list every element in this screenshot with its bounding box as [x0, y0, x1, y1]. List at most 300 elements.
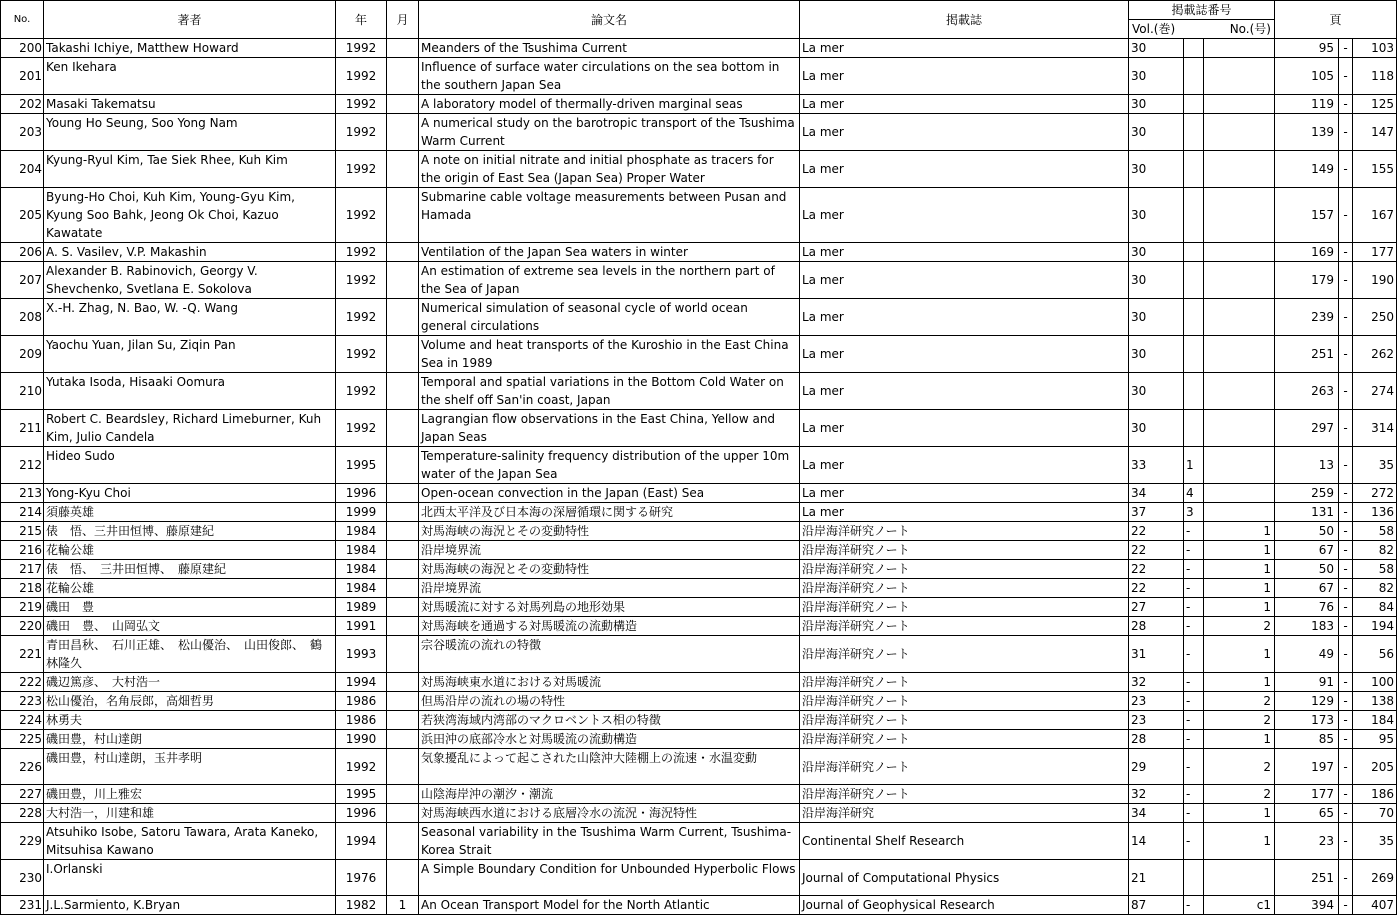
- row-month: [387, 617, 419, 636]
- row-number: 204: [1, 151, 44, 188]
- row-volume-sep: [1184, 151, 1204, 188]
- row-volume: 32: [1129, 785, 1184, 804]
- row-volume: 30: [1129, 336, 1184, 373]
- row-page-end: 136: [1353, 503, 1397, 522]
- table-row: [1, 711, 1397, 730]
- row-number: 207: [1, 262, 44, 299]
- row-journal: 沿岸海洋研究ノート: [800, 541, 1129, 560]
- row-title: A numerical study on the barotropic transport of the Tsushima Warm Current: [419, 114, 800, 151]
- row-number: 214: [1, 503, 44, 522]
- row-year: 1995: [336, 447, 387, 484]
- row-year: 1986: [336, 711, 387, 730]
- table-row: [1, 336, 1397, 373]
- table-row: [1, 860, 1397, 896]
- row-volume: 34: [1129, 484, 1184, 503]
- row-issue: 1: [1204, 823, 1275, 860]
- row-page-sep: -: [1339, 39, 1353, 58]
- row-number: 228: [1, 804, 44, 823]
- row-title: Influence of surface water circulations on the sea bottom in the southern Japan Sea: [419, 58, 800, 95]
- row-title: A Simple Boundary Condition for Unbounded Hyperbolic Flows: [419, 860, 800, 896]
- row-page-end: 155: [1353, 151, 1397, 188]
- row-authors: Masaki Takematsu: [44, 95, 336, 114]
- row-number: 208: [1, 299, 44, 336]
- row-authors: 磯田豊，村山達朗: [44, 730, 336, 749]
- row-year: 1992: [336, 410, 387, 447]
- row-year: 1990: [336, 730, 387, 749]
- row-authors: Takashi Ichiye, Matthew Howard: [44, 39, 336, 58]
- row-page-start: 179: [1275, 262, 1339, 299]
- row-issue: [1204, 336, 1275, 373]
- table-row: [1, 262, 1397, 299]
- row-volume-sep: -: [1184, 896, 1204, 915]
- row-volume: 30: [1129, 58, 1184, 95]
- row-month: [387, 410, 419, 447]
- row-volume: 30: [1129, 151, 1184, 188]
- row-number: 223: [1, 692, 44, 711]
- row-month: [387, 503, 419, 522]
- row-page-end: 314: [1353, 410, 1397, 447]
- row-journal: 沿岸海洋研究ノート: [800, 730, 1129, 749]
- row-issue: 1: [1204, 598, 1275, 617]
- table-body: [1, 39, 1397, 915]
- row-authors: 俵 悟、 三井田恒博、 藤原建紀: [44, 560, 336, 579]
- row-month: [387, 692, 419, 711]
- row-page-end: 250: [1353, 299, 1397, 336]
- row-number: 227: [1, 785, 44, 804]
- row-journal: 沿岸海洋研究ノート: [800, 560, 1129, 579]
- row-issue: [1204, 503, 1275, 522]
- row-page-end: 205: [1353, 749, 1397, 785]
- row-issue: [1204, 484, 1275, 503]
- table-row: [1, 95, 1397, 114]
- row-number: 219: [1, 598, 44, 617]
- row-journal: Journal of Geophysical Research: [800, 896, 1129, 915]
- row-issue: [1204, 299, 1275, 336]
- row-number: 221: [1, 636, 44, 673]
- table-row: [1, 896, 1397, 915]
- row-page-sep: -: [1339, 503, 1353, 522]
- header-year: 年: [336, 1, 387, 39]
- row-page-start: 91: [1275, 673, 1339, 692]
- table-row: [1, 673, 1397, 692]
- row-page-start: 197: [1275, 749, 1339, 785]
- row-page-start: 157: [1275, 188, 1339, 243]
- row-volume-sep: -: [1184, 730, 1204, 749]
- row-year: 1992: [336, 749, 387, 785]
- row-page-end: 58: [1353, 560, 1397, 579]
- row-volume: 31: [1129, 636, 1184, 673]
- row-volume-sep: -: [1184, 522, 1204, 541]
- row-number: 205: [1, 188, 44, 243]
- row-volume-sep: -: [1184, 560, 1204, 579]
- table-row: [1, 598, 1397, 617]
- row-authors: J.L.Sarmiento, K.Bryan: [44, 896, 336, 915]
- row-page-sep: -: [1339, 579, 1353, 598]
- row-issue: 1: [1204, 730, 1275, 749]
- row-journal: La mer: [800, 410, 1129, 447]
- row-year: 1982: [336, 896, 387, 915]
- table-row: [1, 804, 1397, 823]
- row-month: [387, 598, 419, 617]
- row-authors: 花輪公雄: [44, 579, 336, 598]
- row-month: [387, 243, 419, 262]
- row-month: [387, 95, 419, 114]
- row-number: 222: [1, 673, 44, 692]
- row-title: Numerical simulation of seasonal cycle of world ocean general circulations: [419, 299, 800, 336]
- row-journal: 沿岸海洋研究ノート: [800, 673, 1129, 692]
- row-page-end: 56: [1353, 636, 1397, 673]
- row-journal: 沿岸海洋研究ノート: [800, 617, 1129, 636]
- row-title: 対馬海峡の海況とその変動特性: [419, 522, 800, 541]
- row-page-sep: -: [1339, 188, 1353, 243]
- row-page-sep: -: [1339, 114, 1353, 151]
- row-journal: La mer: [800, 447, 1129, 484]
- row-issue: 1: [1204, 541, 1275, 560]
- row-authors: Alexander B. Rabinovich, Georgy V. Shevchenko, Svetlana E. Sokolova: [44, 262, 336, 299]
- row-page-end: 262: [1353, 336, 1397, 373]
- row-month: [387, 299, 419, 336]
- row-number: 201: [1, 58, 44, 95]
- table-row: [1, 541, 1397, 560]
- row-page-end: 138: [1353, 692, 1397, 711]
- row-month: [387, 58, 419, 95]
- row-number: 210: [1, 373, 44, 410]
- row-volume: 30: [1129, 299, 1184, 336]
- row-number: 220: [1, 617, 44, 636]
- row-issue: 1: [1204, 560, 1275, 579]
- row-journal: Continental Shelf Research: [800, 823, 1129, 860]
- header-pages: 頁: [1275, 1, 1397, 39]
- row-volume-sep: [1184, 860, 1204, 896]
- table-row: [1, 299, 1397, 336]
- row-volume-sep: -: [1184, 579, 1204, 598]
- row-page-start: 239: [1275, 299, 1339, 336]
- row-month: [387, 749, 419, 785]
- row-number: 200: [1, 39, 44, 58]
- row-number: 226: [1, 749, 44, 785]
- table-header: [1, 1, 1397, 39]
- row-authors: Hideo Sudo: [44, 447, 336, 484]
- row-number: 212: [1, 447, 44, 484]
- row-page-start: 259: [1275, 484, 1339, 503]
- row-month: [387, 522, 419, 541]
- row-title: Seasonal variability in the Tsushima Warm Current, Tsushima-Korea Strait: [419, 823, 800, 860]
- row-journal: 沿岸海洋研究ノート: [800, 711, 1129, 730]
- row-page-sep: -: [1339, 785, 1353, 804]
- row-page-start: 50: [1275, 522, 1339, 541]
- row-year: 1992: [336, 262, 387, 299]
- row-year: 1994: [336, 673, 387, 692]
- row-month: [387, 804, 419, 823]
- table-row: [1, 579, 1397, 598]
- row-page-start: 263: [1275, 373, 1339, 410]
- row-authors: 青田昌秋、 石川正雄、 松山優治、 山田俊郎、 鶴林隆久: [44, 636, 336, 673]
- row-issue: [1204, 860, 1275, 896]
- table-row: [1, 503, 1397, 522]
- table-row: [1, 484, 1397, 503]
- row-page-sep: -: [1339, 447, 1353, 484]
- row-volume-sep: -: [1184, 785, 1204, 804]
- row-volume: 22: [1129, 579, 1184, 598]
- row-page-sep: -: [1339, 673, 1353, 692]
- row-page-start: 251: [1275, 336, 1339, 373]
- row-number: 217: [1, 560, 44, 579]
- row-journal: 沿岸海洋研究ノート: [800, 636, 1129, 673]
- row-number: 231: [1, 896, 44, 915]
- row-page-sep: -: [1339, 522, 1353, 541]
- row-month: [387, 262, 419, 299]
- row-volume-sep: -: [1184, 749, 1204, 785]
- row-volume: 14: [1129, 823, 1184, 860]
- row-volume-sep: [1184, 188, 1204, 243]
- row-volume: 30: [1129, 373, 1184, 410]
- row-issue: 1: [1204, 673, 1275, 692]
- row-month: [387, 114, 419, 151]
- row-volume: 28: [1129, 617, 1184, 636]
- row-page-end: 95: [1353, 730, 1397, 749]
- row-page-sep: -: [1339, 541, 1353, 560]
- row-issue: 1: [1204, 804, 1275, 823]
- row-volume: 30: [1129, 114, 1184, 151]
- row-title: Temporal and spatial variations in the Bottom Cold Water on the shelf off San'in coast, Japan: [419, 373, 800, 410]
- row-year: 1999: [336, 503, 387, 522]
- row-page-end: 186: [1353, 785, 1397, 804]
- header-journal-number: 掲載誌番号: [1129, 1, 1275, 20]
- row-journal: La mer: [800, 243, 1129, 262]
- row-page-sep: -: [1339, 636, 1353, 673]
- row-volume: 30: [1129, 188, 1184, 243]
- row-number: 224: [1, 711, 44, 730]
- row-title: 気象擾乱によって起こされた山陰沖大陸棚上の流速・水温変動: [419, 749, 800, 785]
- row-journal: La mer: [800, 114, 1129, 151]
- row-journal: 沿岸海洋研究: [800, 804, 1129, 823]
- row-page-end: 269: [1353, 860, 1397, 896]
- row-authors: Robert C. Beardsley, Richard Limeburner, Kuh Kim, Julio Candela: [44, 410, 336, 447]
- row-number: 209: [1, 336, 44, 373]
- row-volume-sep: [1184, 114, 1204, 151]
- row-title: 対馬海峡を通過する対馬暖流の流動構造: [419, 617, 800, 636]
- row-title: 対馬海峡西水道における底層冷水の流況・海況特性: [419, 804, 800, 823]
- row-title: 北西太平洋及び日本海の深層循環に関する研究: [419, 503, 800, 522]
- row-year: 1992: [336, 336, 387, 373]
- table-row: [1, 617, 1397, 636]
- row-page-start: 50: [1275, 560, 1339, 579]
- row-year: 1984: [336, 579, 387, 598]
- row-page-end: 100: [1353, 673, 1397, 692]
- row-title: Meanders of the Tsushima Current: [419, 39, 800, 58]
- row-year: 1992: [336, 95, 387, 114]
- row-month: [387, 151, 419, 188]
- row-volume: 23: [1129, 711, 1184, 730]
- row-year: 1994: [336, 823, 387, 860]
- row-year: 1992: [336, 39, 387, 58]
- row-volume-sep: [1184, 373, 1204, 410]
- row-page-start: 95: [1275, 39, 1339, 58]
- row-issue: 2: [1204, 785, 1275, 804]
- row-volume-sep: [1184, 95, 1204, 114]
- row-volume: 21: [1129, 860, 1184, 896]
- row-month: [387, 730, 419, 749]
- row-page-sep: -: [1339, 58, 1353, 95]
- row-page-end: 147: [1353, 114, 1397, 151]
- row-page-start: 131: [1275, 503, 1339, 522]
- row-title: 山陰海岸沖の潮汐・潮流: [419, 785, 800, 804]
- row-issue: [1204, 39, 1275, 58]
- row-page-end: 35: [1353, 823, 1397, 860]
- row-volume: 87: [1129, 896, 1184, 915]
- table-row: [1, 636, 1397, 673]
- row-journal: La mer: [800, 373, 1129, 410]
- row-issue: [1204, 151, 1275, 188]
- row-month: [387, 579, 419, 598]
- row-number: 203: [1, 114, 44, 151]
- row-page-start: 149: [1275, 151, 1339, 188]
- row-page-sep: -: [1339, 804, 1353, 823]
- row-volume: 32: [1129, 673, 1184, 692]
- row-journal: La mer: [800, 188, 1129, 243]
- row-year: 1992: [336, 243, 387, 262]
- row-volume-sep: 4: [1184, 484, 1204, 503]
- row-month: [387, 560, 419, 579]
- row-volume-sep: -: [1184, 541, 1204, 560]
- table-row: [1, 243, 1397, 262]
- row-number: 202: [1, 95, 44, 114]
- row-journal: La mer: [800, 95, 1129, 114]
- row-volume-sep: [1184, 410, 1204, 447]
- row-volume-sep: 3: [1184, 503, 1204, 522]
- row-page-sep: -: [1339, 617, 1353, 636]
- header-vol-issue: [1129, 20, 1275, 39]
- row-year: 1993: [336, 636, 387, 673]
- header-journal: 掲載誌: [800, 1, 1129, 39]
- row-year: 1989: [336, 598, 387, 617]
- row-volume: 30: [1129, 39, 1184, 58]
- row-title: 沿岸境界流: [419, 579, 800, 598]
- row-month: [387, 711, 419, 730]
- row-year: 1992: [336, 114, 387, 151]
- row-year: 1991: [336, 617, 387, 636]
- row-page-sep: -: [1339, 860, 1353, 896]
- table-row: [1, 823, 1397, 860]
- row-journal: 沿岸海洋研究ノート: [800, 692, 1129, 711]
- row-journal: Journal of Computational Physics: [800, 860, 1129, 896]
- row-month: [387, 336, 419, 373]
- row-year: 1986: [336, 692, 387, 711]
- row-volume: 30: [1129, 95, 1184, 114]
- row-month: [387, 860, 419, 896]
- table-row: [1, 730, 1397, 749]
- table-row: [1, 410, 1397, 447]
- row-volume-sep: [1184, 39, 1204, 58]
- row-volume: 22: [1129, 541, 1184, 560]
- row-page-sep: -: [1339, 243, 1353, 262]
- row-page-sep: -: [1339, 560, 1353, 579]
- table-row: [1, 39, 1397, 58]
- row-number: 206: [1, 243, 44, 262]
- row-issue: [1204, 188, 1275, 243]
- row-page-end: 58: [1353, 522, 1397, 541]
- row-page-start: 105: [1275, 58, 1339, 95]
- row-volume: 27: [1129, 598, 1184, 617]
- row-title: 対馬暖流に対する対馬列島の地形効果: [419, 598, 800, 617]
- row-authors: 磯田 豊: [44, 598, 336, 617]
- row-journal: La mer: [800, 58, 1129, 95]
- row-page-end: 190: [1353, 262, 1397, 299]
- row-page-sep: -: [1339, 484, 1353, 503]
- row-journal: La mer: [800, 336, 1129, 373]
- row-page-end: 70: [1353, 804, 1397, 823]
- row-page-end: 125: [1353, 95, 1397, 114]
- row-page-end: 84: [1353, 598, 1397, 617]
- row-volume: 37: [1129, 503, 1184, 522]
- row-title: 浜田沖の底部冷水と対馬暖流の流動構造: [419, 730, 800, 749]
- row-page-start: 251: [1275, 860, 1339, 896]
- row-title: 若狭湾海域内湾部のマクロベントス相の特徴: [419, 711, 800, 730]
- row-month: [387, 188, 419, 243]
- row-page-end: 274: [1353, 373, 1397, 410]
- row-page-start: 297: [1275, 410, 1339, 447]
- row-month: [387, 541, 419, 560]
- row-page-sep: -: [1339, 262, 1353, 299]
- row-page-start: 173: [1275, 711, 1339, 730]
- row-title: 対馬海峡の海況とその変動特性: [419, 560, 800, 579]
- row-month: [387, 673, 419, 692]
- row-page-end: 118: [1353, 58, 1397, 95]
- row-page-sep: -: [1339, 730, 1353, 749]
- row-authors: 松山優治，名角辰郎，高畑哲男: [44, 692, 336, 711]
- row-year: 1992: [336, 299, 387, 336]
- row-page-end: 82: [1353, 579, 1397, 598]
- row-volume-sep: -: [1184, 617, 1204, 636]
- row-volume-sep: [1184, 58, 1204, 95]
- row-authors: 磯田豊，村山達朗，玉井孝明: [44, 749, 336, 785]
- row-issue: c1: [1204, 896, 1275, 915]
- row-number: 215: [1, 522, 44, 541]
- row-authors: 磯辺篤彦、 大村浩一: [44, 673, 336, 692]
- header-no: No.: [1, 1, 44, 39]
- row-page-start: 129: [1275, 692, 1339, 711]
- row-page-start: 139: [1275, 114, 1339, 151]
- row-month: [387, 636, 419, 673]
- row-volume-sep: -: [1184, 636, 1204, 673]
- row-issue: 1: [1204, 636, 1275, 673]
- row-authors: 花輪公雄: [44, 541, 336, 560]
- row-number: 230: [1, 860, 44, 896]
- row-page-start: 49: [1275, 636, 1339, 673]
- row-title: An Ocean Transport Model for the North Atlantic: [419, 896, 800, 915]
- table-row: [1, 188, 1397, 243]
- row-page-sep: -: [1339, 336, 1353, 373]
- row-year: 1984: [336, 541, 387, 560]
- row-page-sep: -: [1339, 299, 1353, 336]
- row-volume-sep: [1184, 243, 1204, 262]
- row-page-end: 103: [1353, 39, 1397, 58]
- row-journal: La mer: [800, 484, 1129, 503]
- row-authors: Yaochu Yuan, Jilan Su, Ziqin Pan: [44, 336, 336, 373]
- table-row: [1, 373, 1397, 410]
- row-authors: 磯田豊，川上雅宏: [44, 785, 336, 804]
- row-authors: I.Orlanski: [44, 860, 336, 896]
- row-issue: 1: [1204, 579, 1275, 598]
- row-issue: [1204, 58, 1275, 95]
- row-year: 1992: [336, 188, 387, 243]
- row-issue: [1204, 410, 1275, 447]
- row-page-end: 82: [1353, 541, 1397, 560]
- row-authors: Atsuhiko Isobe, Satoru Tawara, Arata Kaneko, Mitsuhisa Kawano: [44, 823, 336, 860]
- row-number: 225: [1, 730, 44, 749]
- row-title: An estimation of extreme sea levels in the northern part of the Sea of Japan: [419, 262, 800, 299]
- row-journal: 沿岸海洋研究ノート: [800, 522, 1129, 541]
